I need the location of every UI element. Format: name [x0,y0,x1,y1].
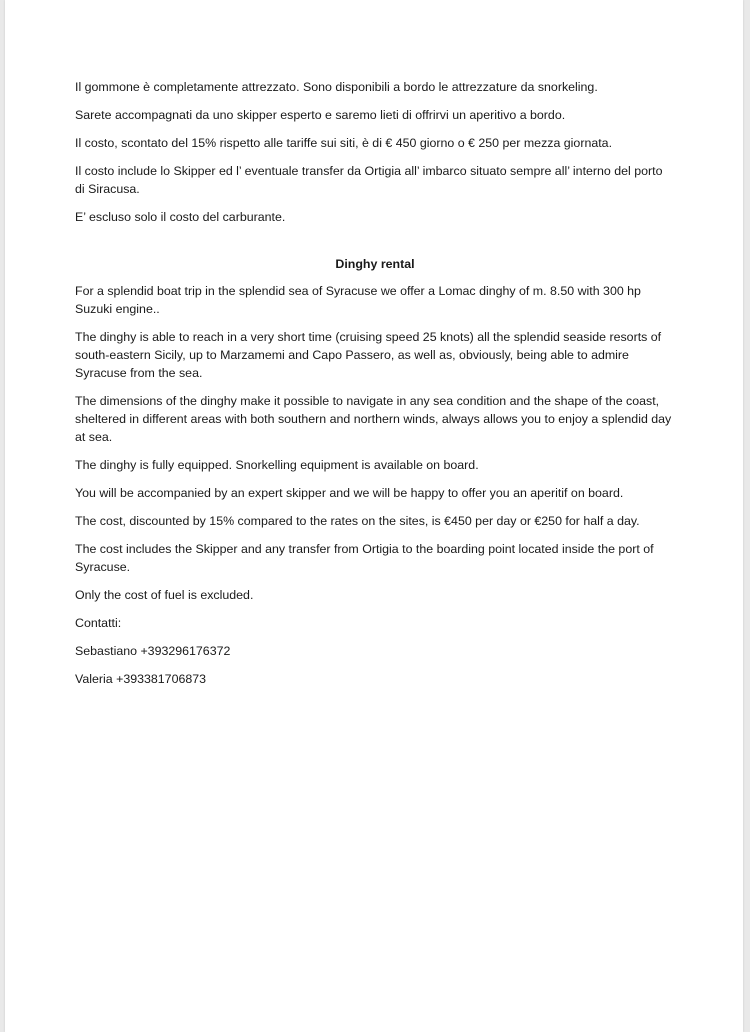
english-paragraph-excluded: Only the cost of fuel is excluded. [75,588,254,602]
english-paragraph-equipment: The dinghy is fully equipped. Snorkelling equipment is available on board. [75,458,479,472]
contact-sebastiano: Sebastiano +393296176372 [75,644,231,658]
italian-paragraph-includes: Il costo include lo Skipper ed l’ eventuale transfer da Ortigia all’ imbarco situato sempre all’ interno del porto di Siracusa. [75,164,663,196]
english-paragraph-cost: The cost, discounted by 15% compared to the rates on the sites, is €450 per day or €250 for half a day. [75,514,640,528]
italian-paragraph-equipment: Il gommone è completamente attrezzato. Sono disponibili a bordo le attrezzature da snorkeling. [75,80,598,94]
italian-paragraph-cost: Il costo, scontato del 15% rispetto alle tariffe sui siti, è di € 450 giorno o € 250 per mezza giornata. [75,136,613,150]
italian-paragraph-excluded: E’ escluso solo il costo del carburante. [75,210,286,224]
contact-valeria: Valeria +393381706873 [75,672,207,686]
english-paragraph-intro: For a splendid boat trip in the splendid sea of Syracuse we offer a Lomac dinghy of m. 8.50 with 300 hp Suzuki engine.. [75,284,641,316]
italian-paragraph-skipper: Sarete accompagnati da uno skipper esperto e saremo lieti di offrirvi un aperitivo a bordo. [75,108,566,122]
document-body [75,78,675,698]
contacts-label: Contatti: [75,616,122,630]
english-paragraph-includes: The cost includes the Skipper and any transfer from Ortigia to the boarding point located inside the port of Syracuse. [75,542,654,574]
english-paragraph-skipper: You will be accompanied by an expert skipper and we will be happy to offer you an aperitif on board. [75,486,624,500]
english-paragraph-dimensions: The dimensions of the dinghy make it possible to navigate in any sea condition and the shape of the coast, sheltered in different areas with both southern and northern winds, always allows you to enjoy a splendid day at sea. [75,394,672,444]
section-heading-dinghy-rental: Dinghy rental [335,257,415,271]
document-page [5,0,743,1032]
english-paragraph-reach: The dinghy is able to reach in a very short time (cruising speed 25 knots) all the splendid seaside resorts of south-eastern Sicily, up to Marzamemi and Capo Passero, as well as, obviously, being able to admire Syracuse from the sea. [75,330,662,380]
